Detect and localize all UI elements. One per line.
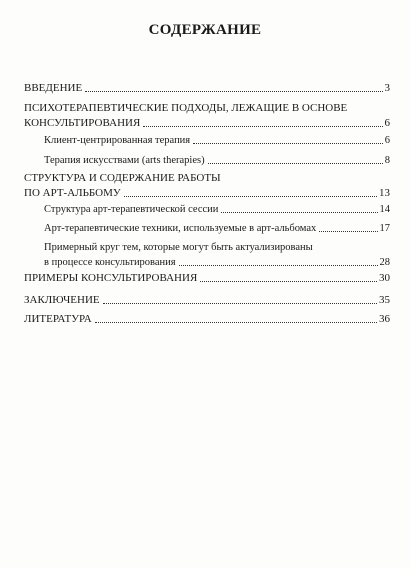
toc-page-number: 8 [384, 155, 390, 166]
toc-entry-label: ЗАКЛЮЧЕНИЕ [24, 294, 100, 306]
toc-page-number: 14 [379, 204, 390, 215]
toc-entry-literature [24, 313, 390, 326]
toc-page-number: 13 [379, 187, 390, 199]
toc-leader [208, 163, 383, 164]
toc-page-number: 30 [379, 272, 390, 284]
toc-entry-approaches [24, 102, 390, 130]
toc-page-number: 35 [379, 294, 390, 306]
toc-entry-label: ПСИХОТЕРАПЕВТИЧЕСКИЕ ПОДХОДЫ, ЛЕЖАЩИЕ В ОСНОВЕ [24, 102, 348, 114]
toc-entry-label: ЛИТЕРАТУРА [24, 313, 92, 325]
toc-entry-structure [24, 172, 390, 200]
toc-leader [143, 126, 382, 127]
toc-entry-arts-therapies [44, 154, 390, 167]
page-title: СОДЕРЖАНИЕ [148, 22, 262, 38]
toc-entry-session-structure [44, 203, 390, 216]
toc-leader [193, 143, 383, 144]
toc-leader [103, 303, 377, 304]
toc-entry-label: Примерный круг тем, которые могут быть актуализированы [44, 242, 313, 253]
toc-entry-label: Арт-терапевтические техники, используемые в арт-альбомах [44, 223, 317, 234]
toc-entry-label: КОНСУЛЬТИРОВАНИЯ [24, 117, 141, 129]
toc-page-number: 6 [384, 117, 390, 129]
toc-entry-label: ПРИМЕРЫ КОНСУЛЬТИРОВАНИЯ [24, 272, 198, 284]
toc-leader [124, 196, 377, 197]
toc-entry-label: ПО АРТ-АЛЬБОМУ [24, 187, 121, 199]
toc-page-number: 6 [384, 135, 390, 146]
toc-entry-introduction [24, 82, 390, 95]
toc-entry-client-centered [44, 134, 390, 147]
toc-leader [221, 212, 377, 213]
toc-leader [200, 281, 377, 282]
toc-entry-label: ВВЕДЕНИЕ [24, 82, 83, 94]
toc-entry-conclusion [24, 294, 390, 307]
toc-entry-label: Структура арт-терапевтической сессии [44, 204, 219, 215]
toc-entry-label: в процессе консультирования [44, 257, 176, 268]
toc-entry-label: СТРУКТУРА И СОДЕРЖАНИЕ РАБОТЫ [24, 172, 221, 184]
toc-page-number: 28 [379, 257, 390, 268]
toc-entry-label: Клиент-центрированная терапия [44, 135, 191, 146]
toc-leader [319, 231, 377, 232]
toc-entry-techniques [44, 222, 390, 235]
toc-page-number: 17 [379, 223, 390, 234]
toc-entry-label: Терапия искусствами (arts therapies) [44, 155, 205, 166]
toc-leader [85, 91, 382, 92]
toc-leader [95, 322, 377, 323]
toc-page-number: 3 [384, 82, 390, 94]
toc-leader [179, 265, 378, 266]
toc-entry-examples [24, 272, 390, 285]
toc-entry-themes [44, 241, 390, 269]
toc-page-number: 36 [379, 313, 390, 325]
